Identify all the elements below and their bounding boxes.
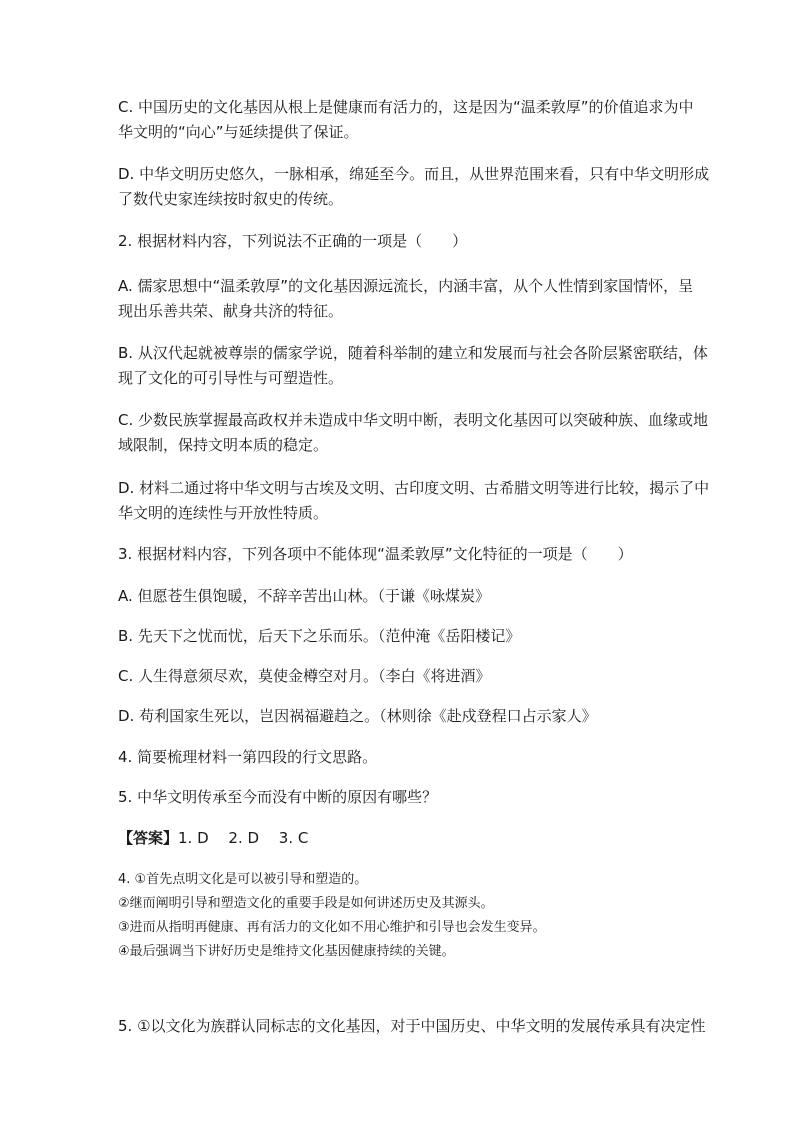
answer-label: 【答案】 [118, 829, 179, 847]
option-a-q3 [118, 584, 680, 609]
text-line: 华文明的“向心”与延续提供了保证。 [118, 123, 359, 141]
option-d-q1 [118, 162, 710, 212]
answer-line [118, 826, 680, 851]
text-line: 域限制，保持文明本质的稳定。 [118, 436, 329, 454]
answer-4-line: 4. ①首先点明文化是可以被引导和塑造的。 [118, 872, 368, 887]
answer-4-line: ④最后强调当下讲好历史是维持文化基因健康持续的关键。 [118, 944, 455, 959]
answer-text: 1. D 2. D 3. C [178, 829, 309, 847]
question-4 [118, 745, 680, 770]
text-line: C. 中国历史的文化基因从根上是健康而有活力的，这是因为“温柔敦厚”的价值追求为中 [118, 98, 694, 116]
text-line: C. 人生得意须尽欢，莫使金樽空对月。（李白《将进酒》 [118, 667, 491, 685]
question-text: 3. 根据材料内容，下列各项中不能体现“温柔敦厚”文化特征的一项是（ ） [118, 545, 633, 563]
option-d-q3 [118, 704, 680, 729]
option-c-q2 [118, 408, 709, 458]
text-line: A. 儒家思想中“温柔敦厚”的文化基因源远流长，内涵丰富，从个人性情到家国情怀，呈 [118, 277, 694, 295]
text-line: D. 材料二通过将中华文明与古埃及文明、古印度文明、古希腊文明等进行比较，揭示了中 [118, 479, 710, 497]
text-line: A. 但愿苍生俱饱暖，不辞辛苦出山林。（于谦《咏煤炭》 [118, 587, 491, 605]
question-text: 5. 中华文明传承至今而没有中断的原因有哪些？ [118, 788, 438, 806]
question-3 [118, 542, 680, 567]
option-a-q2 [118, 274, 694, 324]
option-c-q1 [118, 95, 694, 145]
text-line: B. 从汉代起就被尊崇的儒家学说，随着科举制的建立和发展而与社会各阶层紧密联结，体 [118, 344, 708, 362]
question-text: 4. 简要梳理材料一第四段的行文思路。 [118, 748, 378, 766]
answer-5-line: 5. ①以文化为族群认同标志的文化基因，对于中国历史、中华文明的发展传承具有决定性 [118, 1017, 706, 1035]
text-line: 现出乐善共荣、献身共济的特征。 [118, 302, 344, 320]
question-5 [118, 785, 680, 810]
answer-4-line: ②继而阐明引导和塑造文化的重要手段是如何讲述历史及其源头。 [118, 896, 494, 911]
question-text: 2. 根据材料内容，下列说法不正确的一项是（ ） [118, 232, 468, 250]
question-2 [118, 229, 680, 254]
answer-4-line: ③进而从指明再健康、再有活力的文化如不用心维护和引导也会发生变异。 [118, 920, 546, 935]
text-line: D. 苟利国家生死以，岂因祸福避趋之。（林则徐《赴戍登程口占示家人》 [118, 707, 597, 725]
answer-4-block [118, 868, 680, 964]
answer-key [118, 826, 680, 851]
answer-5-block [118, 1014, 706, 1039]
text-line: 了数代史家连续按时叙史的传统。 [118, 190, 344, 208]
text-line: B. 先天下之忧而忧，后天下之乐而乐。（范仲淹《岳阳楼记》 [118, 627, 521, 645]
option-c-q3 [118, 664, 680, 689]
text-line: C. 少数民族掌握最高政权并未造成中华文明中断，表明文化基因可以突破种族、血缘或地 [118, 411, 709, 429]
text-line: 现了文化的可引导性与可塑造性。 [118, 369, 344, 387]
option-b-q2 [118, 341, 708, 391]
option-b-q3 [118, 624, 680, 649]
text-line: D. 中华文明历史悠久，一脉相承，绵延至今。而且，从世界范围来看，只有中华文明形成 [118, 165, 710, 183]
option-d-q2 [118, 476, 710, 526]
text-line: 华文明的连续性与开放性特质。 [118, 504, 329, 522]
